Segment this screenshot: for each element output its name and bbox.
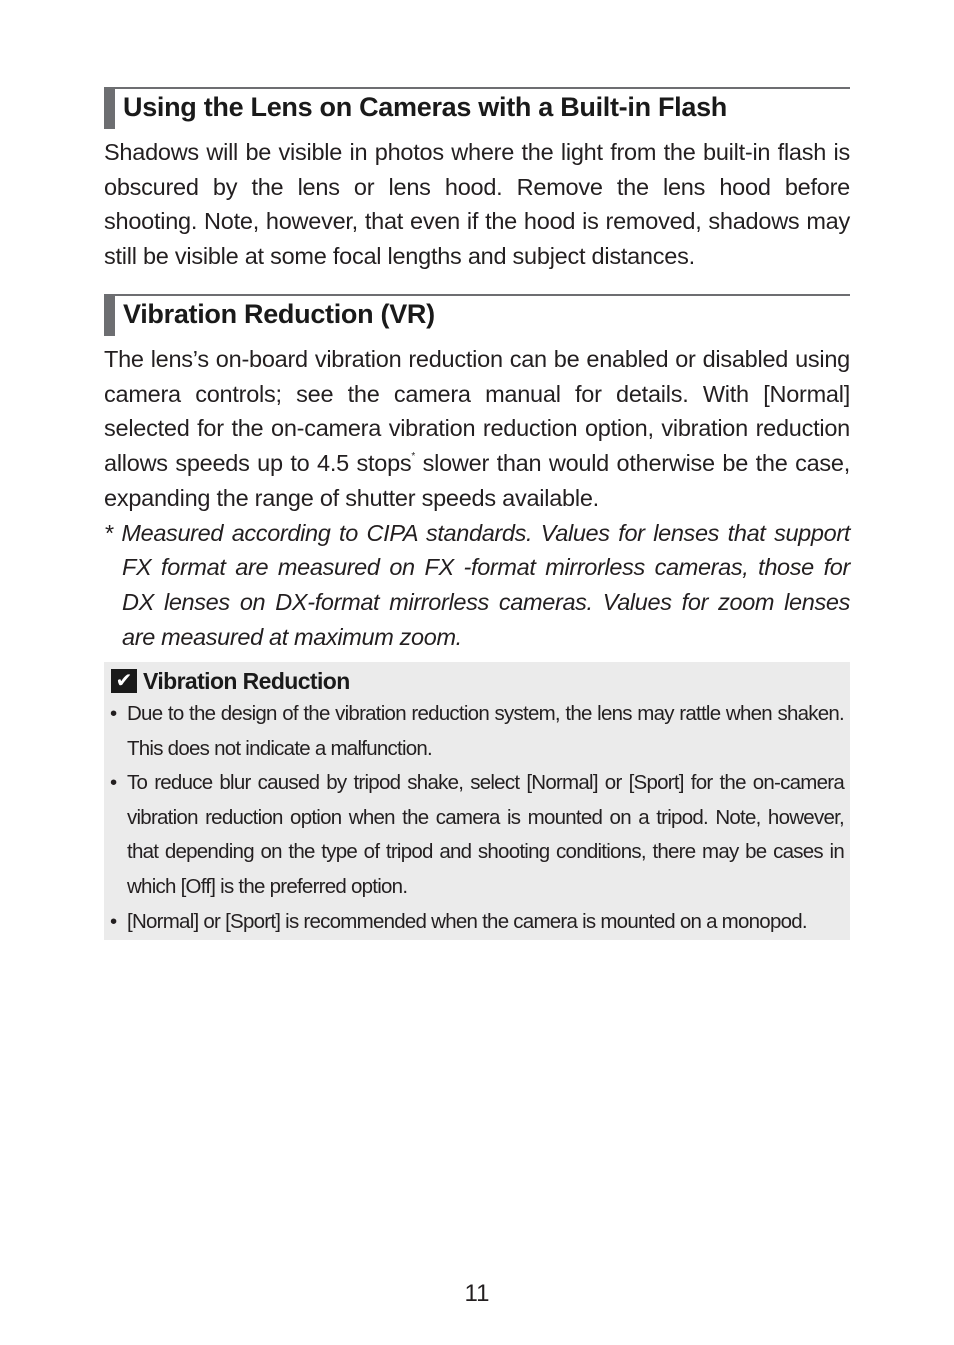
page-number: 11 — [464, 1280, 490, 1307]
bullet: • — [110, 771, 117, 795]
section-heading — [104, 87, 850, 129]
heading-title: Vibration Reduction (VR) — [123, 299, 435, 329]
list-item-text: Due to the design of the vibration reduction system, the lens may rattle when shaken. This does not indicate a malfunction. — [127, 702, 844, 760]
list-item-text: To reduce blur caused by tripod shake, select [Normal] or [Sport] for the on-camera vibration reduction option when the camera is mounted on a tripod. Note, however, that depending on the type of tripod and shooting conditions, there may be cases in which [Off] is the preferred option. — [127, 771, 844, 898]
note-title: Vibration Reduction — [143, 667, 350, 694]
note-box — [104, 662, 850, 940]
check-icon: ✔ — [111, 669, 137, 693]
bullet: • — [110, 909, 117, 933]
footnote: * Measured according to CIPA standards. Values for lenses that support FX format are measured on FX -format mirrorless cameras, those for DX lenses on DX-format mirrorless cameras. Values for zoom lenses are measured at maximum zoom. — [104, 519, 850, 650]
body-text: slower than would otherwise be the case, expanding the range of shutter speeds available. — [104, 450, 850, 511]
body-paragraph — [104, 342, 850, 516]
note-list — [104, 697, 844, 939]
section-heading — [104, 294, 850, 336]
list-item — [104, 697, 844, 766]
heading-title: Using the Lens on Cameras with a Built-in Flash — [123, 92, 727, 122]
note-header — [111, 665, 350, 697]
heading-bar — [104, 89, 115, 129]
list-item-text: [Normal] or [Sport] is recommended when the camera is mounted on a monopod. — [127, 909, 807, 933]
list-item — [104, 905, 844, 940]
body-text: The lens’s on-board vibration reduction can be enabled or disabled using camera controls; see the camera manual for details. With [Normal] selected for the on-camera vibration reduction option, vibration reduction allows speeds up to 4.5 stops — [104, 346, 850, 477]
list-item — [104, 766, 844, 904]
heading-bar — [104, 296, 115, 336]
footnote-marker: * — [411, 451, 416, 463]
bullet: • — [110, 702, 117, 725]
body-paragraph: Shadows will be visible in photos where the light from the built-in flash is obscured by the lens or lens hood. Remove the lens hood before shooting. Note, however, that even if the hood is removed, shadows may still be visible at some focal lengths and subject distances. — [104, 139, 850, 270]
section-vibration-reduction — [104, 294, 850, 654]
section-built-in-flash — [104, 87, 850, 274]
